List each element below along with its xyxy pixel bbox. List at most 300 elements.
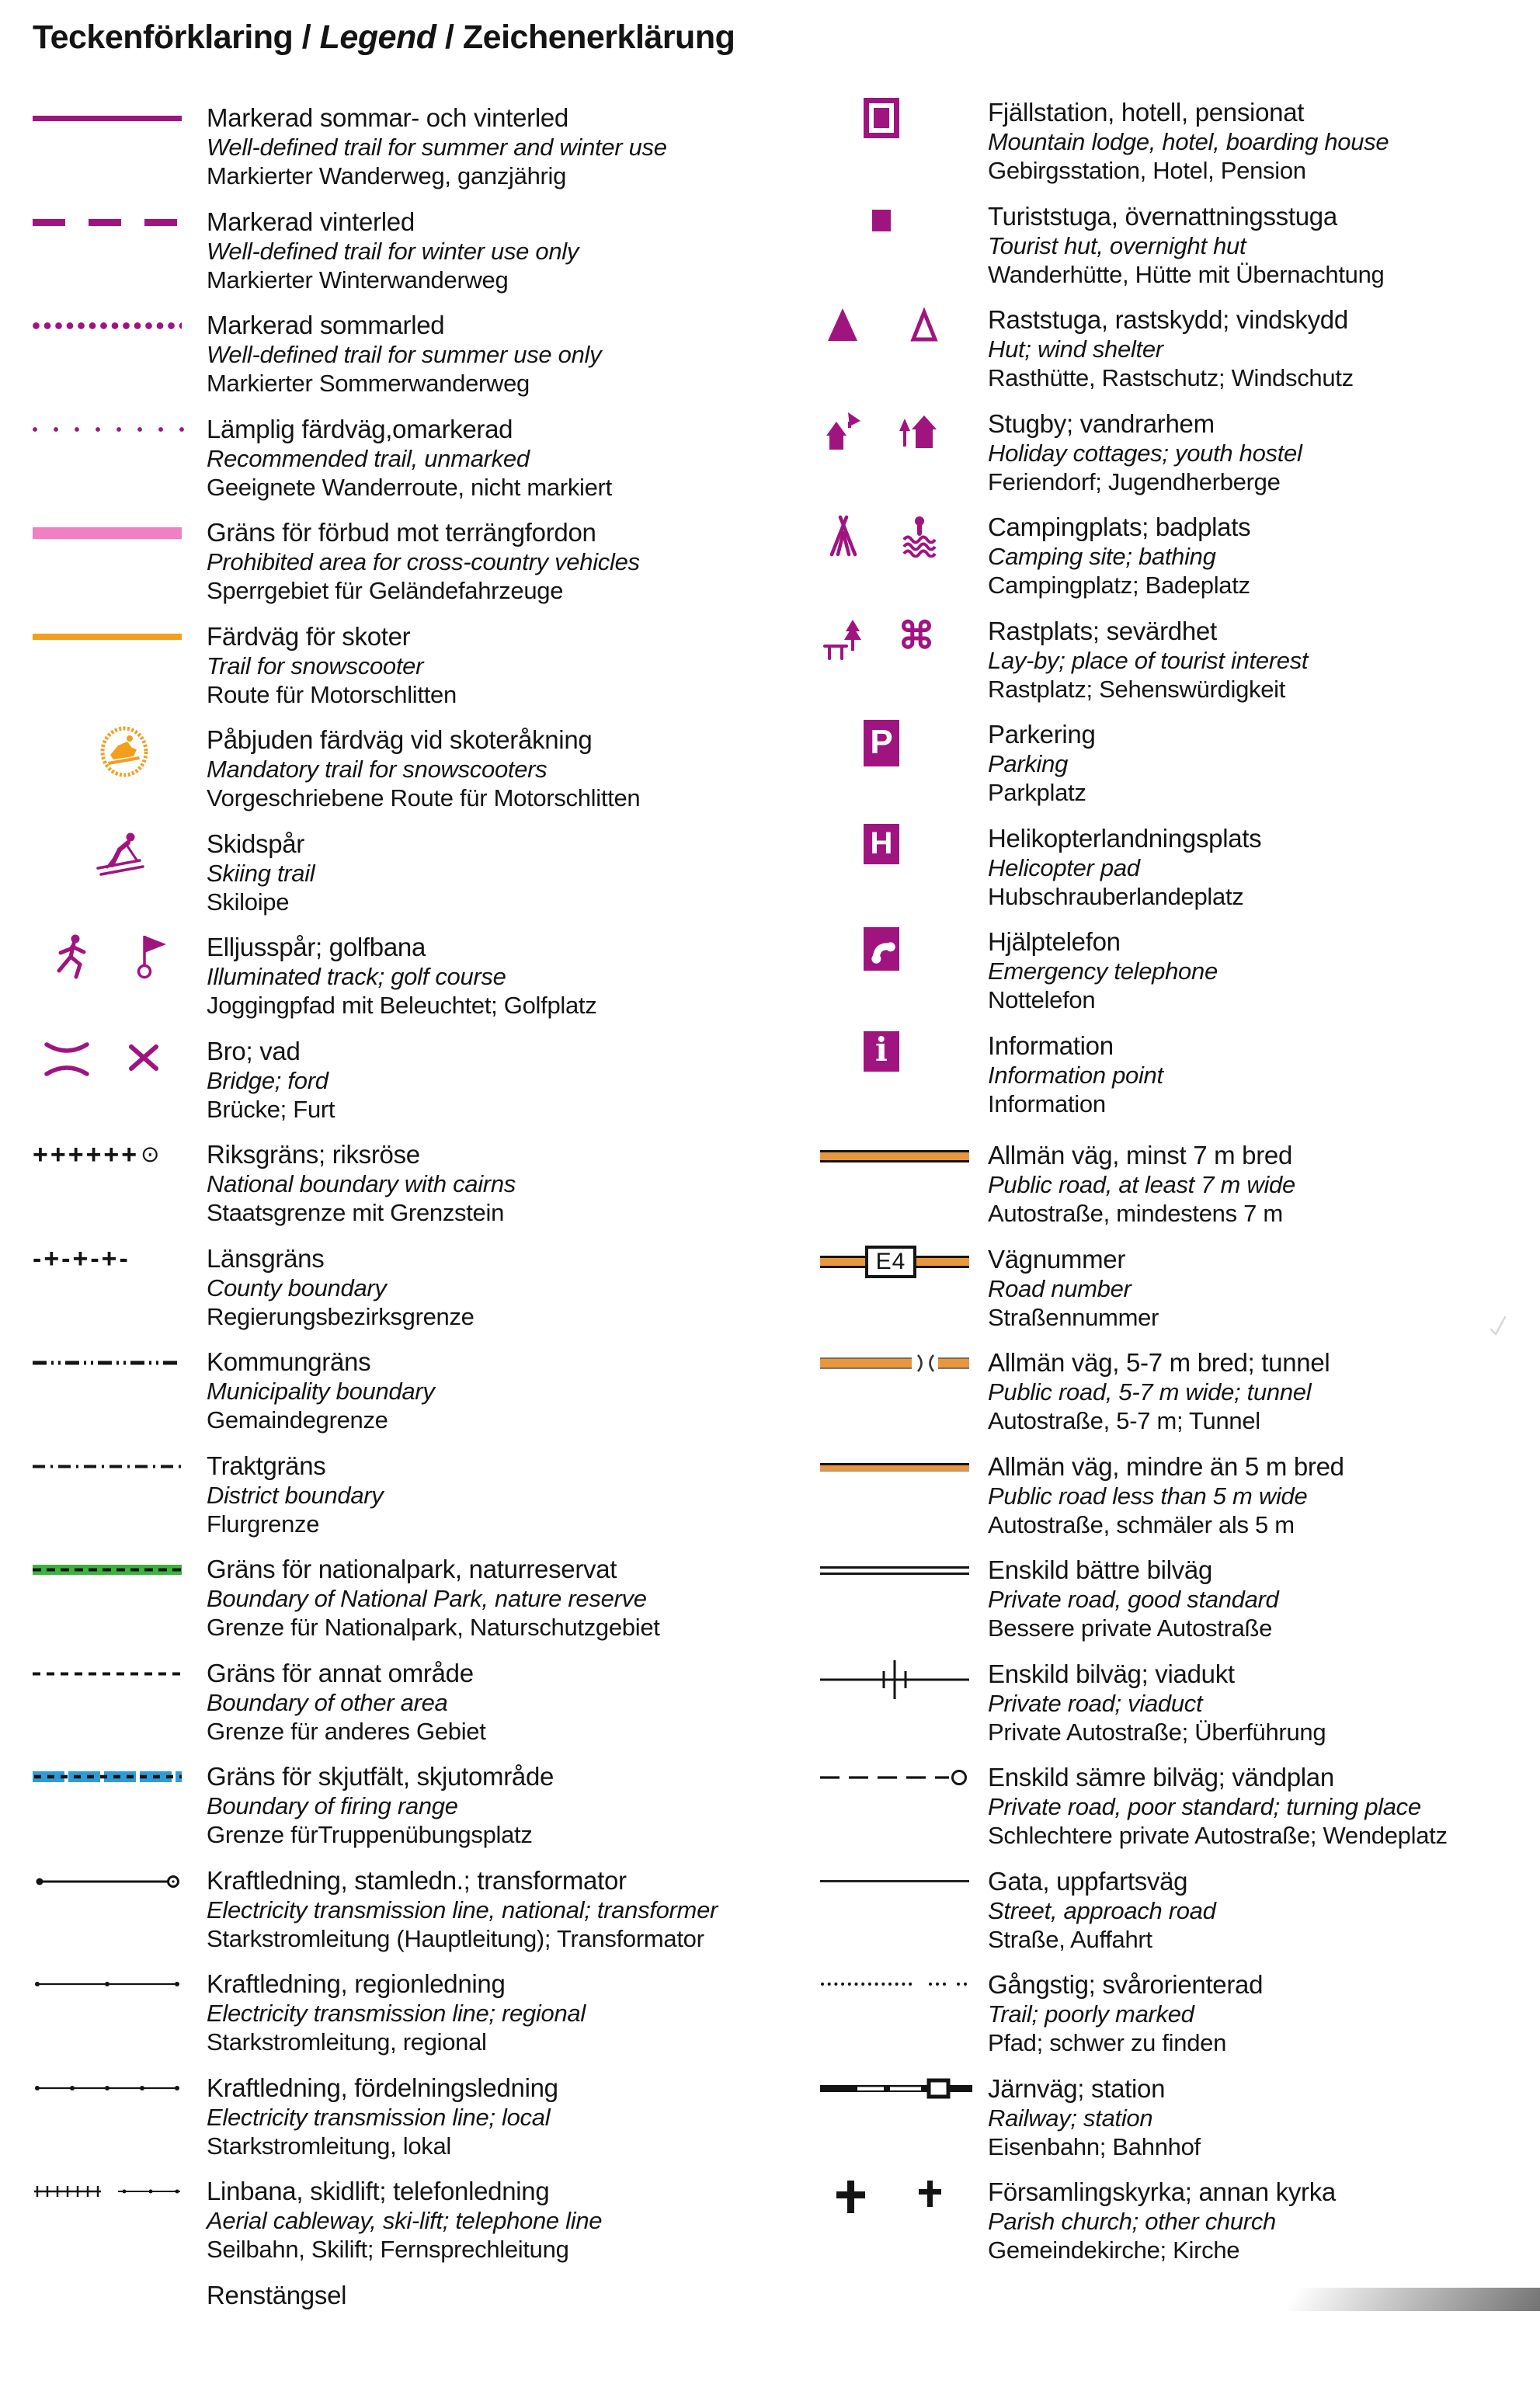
tourist-hut-icon (872, 210, 891, 231)
legend-item (33, 311, 770, 398)
camping-tent-icon (823, 514, 864, 558)
rest-hut-triangle-icon (826, 307, 859, 342)
label-english: Electricity transmission line, national; transformer (207, 1896, 718, 1924)
label-english: Emergency telephone (988, 957, 1218, 985)
legend-item (820, 927, 1538, 1014)
item-text (207, 1866, 770, 1953)
item-text (207, 725, 770, 812)
item-text (207, 933, 770, 1020)
title-separator: / (293, 19, 320, 56)
label-german: Markierter Sommerwanderweg (207, 370, 530, 397)
label-english: Municipality boundary (207, 1378, 435, 1405)
symbol-cell (820, 2074, 988, 2102)
item-text (207, 829, 770, 916)
power-line-local-symbol (33, 2083, 182, 2094)
label-german: Schlechtere private Autostraße; Wendeplatz (988, 1822, 1448, 1849)
legend-item (820, 1452, 1538, 1539)
label-english: Holiday cottages; youth hostel (988, 439, 1302, 467)
item-text (207, 622, 770, 709)
wind-shelter-triangle-icon (910, 307, 938, 342)
symbol-cell (33, 1866, 207, 1891)
symbol-cell (33, 725, 207, 778)
label-english: Well-defined trail for summer use only (207, 341, 602, 368)
item-text (207, 1555, 770, 1642)
legend-item (820, 2177, 1538, 2264)
label-english: Street, approach road (988, 1896, 1216, 1924)
cairn-circle: ⊙ (141, 1142, 160, 1167)
label-swedish: Färdväg för skoter (207, 621, 411, 651)
label-swedish: Markerad sommarled (207, 311, 445, 339)
legend-item (820, 1031, 1538, 1118)
label-english: Trail for snowscooter (207, 652, 424, 679)
legend-item (33, 1969, 770, 2056)
symbol-cell (820, 1031, 988, 1072)
national-park-boundary-band (33, 1565, 182, 1575)
symbol-cell (33, 829, 207, 879)
legend-item (820, 1659, 1538, 1746)
boundary-crosses: ++++++ (33, 1140, 140, 1169)
label-swedish: Renstängsel (207, 2280, 347, 2309)
label-swedish: Församlingskyrka; annan kyrka (988, 2177, 1336, 2206)
label-swedish: Järnväg; station (988, 2073, 1166, 2103)
ford-cross-icon (127, 1041, 160, 1074)
legend-item (33, 1659, 770, 1746)
item-text (988, 824, 1538, 911)
legend-item (33, 2073, 770, 2160)
symbol-cell (33, 2073, 207, 2094)
legend-item (33, 1037, 770, 1124)
label-english: Helicopter pad (988, 853, 1140, 881)
item-text (207, 207, 770, 294)
label-german: Grenze für Nationalpark, Naturschutzgebiet (207, 1614, 660, 1641)
legend-item (33, 622, 770, 709)
label-german: Straße, Auffahrt (988, 1925, 1152, 1953)
symbol-cell (33, 518, 207, 539)
label-german: Autostraße, 5-7 m; Tunnel (988, 1407, 1260, 1434)
label-german: Parkplatz (988, 779, 1086, 806)
symbol-cell (33, 415, 207, 432)
label-german: Sperrgebiet für Geländefahrzeuge (207, 577, 564, 604)
label-english: County boundary (207, 1274, 387, 1301)
label-swedish: Enskild bättre bilväg (988, 1555, 1213, 1584)
private-road-viaduct-symbol (820, 1658, 969, 1701)
parking-sign (864, 720, 899, 766)
label-english: Parking (988, 750, 1069, 777)
symbol-cell (820, 305, 988, 342)
label-english: Parish church; other church (988, 2208, 1276, 2235)
winter-trail-dashed-line (33, 219, 177, 226)
place-of-interest-icon: ⌘ (898, 615, 935, 657)
summer-winter-trail-line (33, 116, 182, 121)
symbol-cell (33, 1244, 207, 1274)
label-english: Private road, poor standard; turning place (988, 1793, 1421, 1820)
helipad-sign (864, 824, 899, 864)
private-road-good-line (820, 1566, 969, 1575)
legend-item (33, 103, 770, 190)
label-swedish: Bro; vad (207, 1036, 301, 1065)
item-text (207, 2073, 770, 2160)
label-swedish: Gräns för förbud mot terrängfordon (207, 518, 596, 547)
symbol-cell (820, 1763, 988, 1786)
label-swedish: Campingplats; badplats (988, 513, 1251, 541)
legend-item (820, 824, 1538, 911)
legend-item (820, 202, 1538, 289)
golf-flag-icon (137, 933, 172, 979)
cableway-telephone-symbol (33, 2183, 182, 2200)
symbol-cell (33, 1969, 207, 1990)
legend-item (33, 518, 770, 605)
firing-range-boundary-band (33, 1771, 182, 1782)
pen-mark-artifact (1488, 1314, 1508, 1337)
item-text (207, 518, 770, 605)
label-english: Electricity transmission line; regional (207, 2000, 586, 2027)
item-text (988, 202, 1538, 289)
legend-item (33, 1451, 770, 1538)
legend-item-partial (33, 2281, 770, 2368)
label-german: Starkstromleitung, lokal (207, 2132, 451, 2160)
label-german: Staatsgrenze mit Grenzstein (207, 1199, 505, 1226)
symbol-cell (33, 1762, 207, 1782)
label-english: Public road less than 5 m wide (988, 1482, 1308, 1510)
municipality-boundary-line (33, 1359, 182, 1367)
legend-item (33, 1347, 770, 1434)
emergency-telephone-sign (864, 927, 899, 971)
label-german: Autostraße, mindestens 7 m (988, 1200, 1283, 1227)
legend-item (33, 415, 770, 502)
symbol-cell (33, 1555, 207, 1575)
label-german: Pfad; schwer zu finden (988, 2029, 1227, 2056)
label-swedish: Fjällstation, hotell, pensionat (988, 98, 1305, 127)
item-text (988, 1659, 1538, 1746)
road-number-label: E4 (875, 1248, 906, 1274)
label-english: Trail; poorly marked (988, 2000, 1194, 2028)
symbol-cell (33, 311, 207, 329)
legend-item (820, 409, 1538, 496)
legend-item (33, 207, 770, 294)
label-german: Flurgrenze (207, 1510, 320, 1538)
label-english: Skiing trail (207, 859, 315, 887)
item-text (988, 1970, 1538, 2057)
other-church-cross-icon (916, 2179, 943, 2210)
item-text (988, 720, 1538, 807)
legend-column-left (33, 103, 770, 2384)
item-text (988, 513, 1538, 599)
layby-icon (823, 618, 865, 662)
legend-item (820, 98, 1538, 185)
label-swedish: Traktgräns (207, 1451, 326, 1480)
label-swedish: Linbana, skidlift; telefonledning (207, 2177, 550, 2205)
scan-shadow-artifact (1284, 2288, 1540, 2311)
label-german: Grenze für anderes Gebiet (207, 1717, 486, 1745)
page-title (33, 19, 735, 57)
symbol-cell (820, 1245, 988, 1281)
label-swedish: Turiststuga, övernattningsstuga (988, 201, 1337, 231)
symbol-cell (33, 1451, 207, 1470)
item-text (988, 927, 1538, 1014)
label-german: Feriendorf; Jugendherberge (988, 467, 1281, 495)
holiday-cottages-icon (825, 411, 867, 453)
symbol-cell (33, 207, 207, 226)
label-english: Road number (988, 1274, 1132, 1302)
label-swedish: Gångstig; svårorienterad (988, 1970, 1264, 1999)
legend-item (820, 305, 1538, 392)
label-swedish: Kraftledning, stamledn.; transformator (207, 1865, 627, 1895)
symbol-cell (820, 927, 988, 971)
item-text (207, 1140, 770, 1227)
public-road-under-5m-line (820, 1463, 969, 1472)
label-swedish: Stugby; vandrarhem (988, 408, 1215, 438)
item-text (988, 1031, 1538, 1118)
label-german: Straßennummer (988, 1303, 1159, 1331)
bridge-icon (43, 1041, 90, 1077)
parking-letter: P (870, 723, 893, 761)
symbol-cell (33, 103, 207, 121)
legend-item (820, 617, 1538, 704)
label-german: Brücke; Furt (207, 1095, 335, 1123)
label-swedish: Kraftledning, regionledning (207, 1969, 506, 1998)
label-english: Private road; viaduct (988, 1689, 1203, 1717)
public-road-7m-line (820, 1150, 969, 1162)
item-text (988, 98, 1538, 185)
label-swedish: Elljusspår; golfbana (207, 933, 426, 961)
label-english: Aerial cableway, ski-lift; telephone line (207, 2207, 603, 2234)
label-swedish: Gräns för annat område (207, 1658, 474, 1687)
legend-item (33, 829, 770, 916)
title-swedish: Teckenförklaring (33, 19, 294, 56)
label-swedish: Riksgräns; riksröse (207, 1140, 420, 1169)
legend-item (820, 720, 1538, 807)
road-number-box (865, 1246, 916, 1278)
symbol-cell (820, 409, 988, 453)
label-english: Boundary of firing range (207, 1792, 458, 1819)
label-swedish: Markerad vinterled (207, 207, 415, 236)
power-line-national-symbol (33, 1872, 182, 1891)
item-text (207, 1244, 770, 1331)
label-german: Information (988, 1089, 1106, 1117)
label-german: Markierter Winterwanderweg (207, 266, 509, 294)
symbol-cell (820, 513, 988, 558)
item-text (207, 311, 770, 398)
label-swedish: Allmän väg, 5-7 m bred; tunnel (988, 1348, 1330, 1377)
other-area-boundary-line (33, 1670, 182, 1677)
item-text (988, 2177, 1538, 2264)
legend-item (33, 1244, 770, 1331)
legend-item (33, 725, 770, 812)
recommended-trail-dotted-line (33, 427, 185, 432)
legend-item (33, 1555, 770, 1642)
label-swedish: Gräns för nationalpark, naturreservat (207, 1555, 617, 1583)
parish-church-cross-icon (834, 2179, 867, 2215)
item-text (988, 305, 1538, 392)
street-line (820, 1880, 969, 1882)
label-german: Gemeindekirche; Kirche (988, 2236, 1240, 2264)
title-separator: / (436, 19, 463, 56)
label-german: Skiloipe (207, 888, 290, 916)
symbol-cell (820, 1659, 988, 1701)
symbol-cell (820, 617, 988, 662)
symbol-cell (820, 1348, 988, 1374)
label-swedish: Hjälptelefon (988, 927, 1121, 956)
label-english: Illuminated track; golf course (207, 963, 506, 990)
label-german: Gebirgsstation, Hotel, Pension (988, 157, 1306, 184)
symbol-cell (33, 1347, 207, 1367)
item-text (988, 1763, 1538, 1850)
mountain-lodge-icon (864, 98, 899, 138)
district-boundary-line (33, 1463, 182, 1470)
label-swedish: Enskild bilväg; viadukt (988, 1659, 1235, 1688)
legend-item (820, 1141, 1538, 1228)
label-german: Regierungsbezirksgrenze (207, 1302, 475, 1330)
legend-item (820, 1763, 1538, 1850)
label-german: Hubschrauberlandeplatz (988, 882, 1244, 910)
label-english: Information point (988, 1061, 1163, 1089)
label-english: Tourist hut, overnight hut (988, 231, 1246, 259)
item-text (207, 103, 770, 190)
label-swedish: Kraftledning, fördelningsledning (207, 2073, 558, 2102)
label-swedish: Markerad sommar- och vinterled (207, 103, 568, 132)
label-swedish: Rastplats; sevärdhet (988, 616, 1217, 645)
label-swedish: Gata, uppfartsväg (988, 1866, 1188, 1896)
label-english: Public road, at least 7 m wide (988, 1171, 1295, 1198)
item-text (988, 1245, 1538, 1332)
legend-item (820, 513, 1538, 599)
symbol-cell (33, 1659, 207, 1677)
legend-column-right (820, 98, 1538, 2281)
label-german: Starkstromleitung (Hauptleitung); Transformator (207, 1924, 704, 1952)
legend-item (33, 2177, 770, 2264)
label-english: Recommended trail, unmarked (207, 444, 530, 472)
information-letter: i (875, 1030, 888, 1069)
railway-station-symbol (820, 2076, 972, 2102)
item-text (207, 2177, 770, 2264)
label-english: Well-defined trail for summer and winter use (207, 134, 667, 161)
symbol-cell (33, 1140, 207, 1169)
label-swedish: Påbjuden färdväg vid skoteråkning (207, 725, 593, 754)
label-german: Rasthütte, Rastschutz; Windschutz (988, 364, 1354, 391)
symbol-cell (820, 202, 988, 231)
label-english: Mandatory trail for snowscooters (207, 756, 548, 783)
vehicle-prohibition-band (33, 527, 182, 539)
title-german: Zeichenerklärung (462, 19, 735, 56)
label-english: Electricity transmission line; local (207, 2103, 551, 2131)
label-german: Grenze fürTruppenübungsplatz (207, 1821, 533, 1848)
legend-item (820, 1970, 1538, 2057)
label-swedish: Helikopterlandningsplats (988, 823, 1262, 853)
item-text (988, 1348, 1538, 1435)
label-swedish: Parkering (988, 720, 1096, 749)
label-english: Mountain lodge, hotel, boarding house (988, 128, 1389, 155)
legend-item (33, 1866, 770, 1953)
symbol-cell (820, 824, 988, 864)
label-english: Camping site; bathing (988, 543, 1216, 570)
power-line-regional-symbol (33, 1979, 182, 1990)
county-boundary-symbol: -+-+-+- (33, 1243, 130, 1274)
title-english: Legend (319, 19, 436, 56)
snowscooter-trail-line (33, 634, 182, 640)
label-english: Well-defined trail for winter use only (207, 237, 579, 265)
label-german: Rastplatz; Sehenswürdigkeit (988, 675, 1286, 703)
label-german: Bessere private Autostraße (988, 1614, 1273, 1642)
label-english: District boundary (207, 1481, 384, 1509)
item-text (988, 409, 1538, 496)
item-text (207, 1347, 770, 1434)
symbol-cell (820, 1555, 988, 1575)
label-german: Vorgeschriebene Route für Motorschlitten (207, 784, 641, 811)
public-road-5-7m-tunnel-symbol (820, 1354, 969, 1374)
label-swedish: Information (988, 1030, 1114, 1060)
legend-item (33, 1140, 770, 1227)
label-english: Railway; station (988, 2104, 1153, 2132)
item-text (988, 2074, 1538, 2161)
label-swedish: Enskild sämre bilväg; vändplan (988, 1763, 1334, 1791)
symbol-cell (820, 1867, 988, 1882)
symbol-cell (820, 1970, 988, 1988)
item-text (207, 1451, 770, 1538)
label-german: Seilbahn, Skilift; Fernsprechleitung (207, 2236, 569, 2263)
legend-item (33, 933, 770, 1020)
symbol-cell (33, 622, 207, 640)
private-road-poor-turning-symbol (820, 1769, 969, 1786)
snowmobile-sign-icon (98, 725, 151, 778)
item-text (988, 617, 1538, 704)
label-german: Markierter Wanderweg, ganzjährig (207, 162, 567, 189)
label-swedish: Raststuga, rastskydd; vindskydd (988, 305, 1348, 334)
label-swedish: Allmän väg, mindre än 5 m bred (988, 1451, 1344, 1481)
item-text (988, 1141, 1538, 1228)
symbol-cell (820, 98, 988, 138)
item-text (207, 1969, 770, 2056)
item-text (207, 1762, 770, 1849)
symbol-cell (33, 2177, 207, 2200)
legend-item (33, 1762, 770, 1849)
legend-item (820, 1867, 1538, 1954)
label-swedish: Vägnummer (988, 1244, 1126, 1274)
label-german: Private Autostraße; Überführung (988, 1718, 1326, 1746)
label-english: National boundary with cairns (207, 1170, 516, 1197)
legend-item (820, 1348, 1538, 1435)
item-text (207, 2281, 770, 2310)
bathing-icon (899, 514, 940, 558)
label-swedish: Gräns för skjutfält, skjutområde (207, 1762, 554, 1791)
label-swedish: Lämplig färdväg,omarkerad (207, 414, 513, 443)
symbol-cell (820, 720, 988, 766)
label-german: Wanderhütte, Hütte mit Übernachtung (988, 260, 1385, 288)
label-english: Hut; wind shelter (988, 335, 1163, 363)
national-boundary-symbol (33, 1140, 159, 1169)
skier-icon (95, 829, 144, 879)
label-english: Boundary of National Park, nature reserve (207, 1585, 647, 1612)
label-german: Nottelefon (988, 986, 1096, 1013)
label-swedish: Länsgräns (207, 1243, 325, 1273)
label-german: Campingplatz; Badeplatz (988, 572, 1250, 599)
footpath-dotted-line (820, 1980, 974, 1988)
symbol-cell (820, 1452, 988, 1472)
item-text (988, 1867, 1538, 1954)
legend-item (820, 1555, 1538, 1642)
label-english: Prohibited area for cross-country vehicles (207, 548, 640, 575)
item-text (207, 1037, 770, 1124)
label-english: Lay-by; place of tourist interest (988, 646, 1309, 674)
item-text (988, 1555, 1538, 1642)
label-german: Autostraße, schmäler als 5 m (988, 1510, 1295, 1538)
label-english: Boundary of other area (207, 1688, 448, 1716)
label-german: Route für Motorschlitten (207, 680, 457, 708)
label-german: Geeignete Wanderroute, nicht markiert (207, 473, 612, 501)
symbol-cell (33, 933, 207, 979)
road-number-symbol (820, 1245, 969, 1281)
label-english: Bridge; ford (207, 1066, 329, 1094)
label-german: Gemaindegrenze (207, 1406, 388, 1434)
